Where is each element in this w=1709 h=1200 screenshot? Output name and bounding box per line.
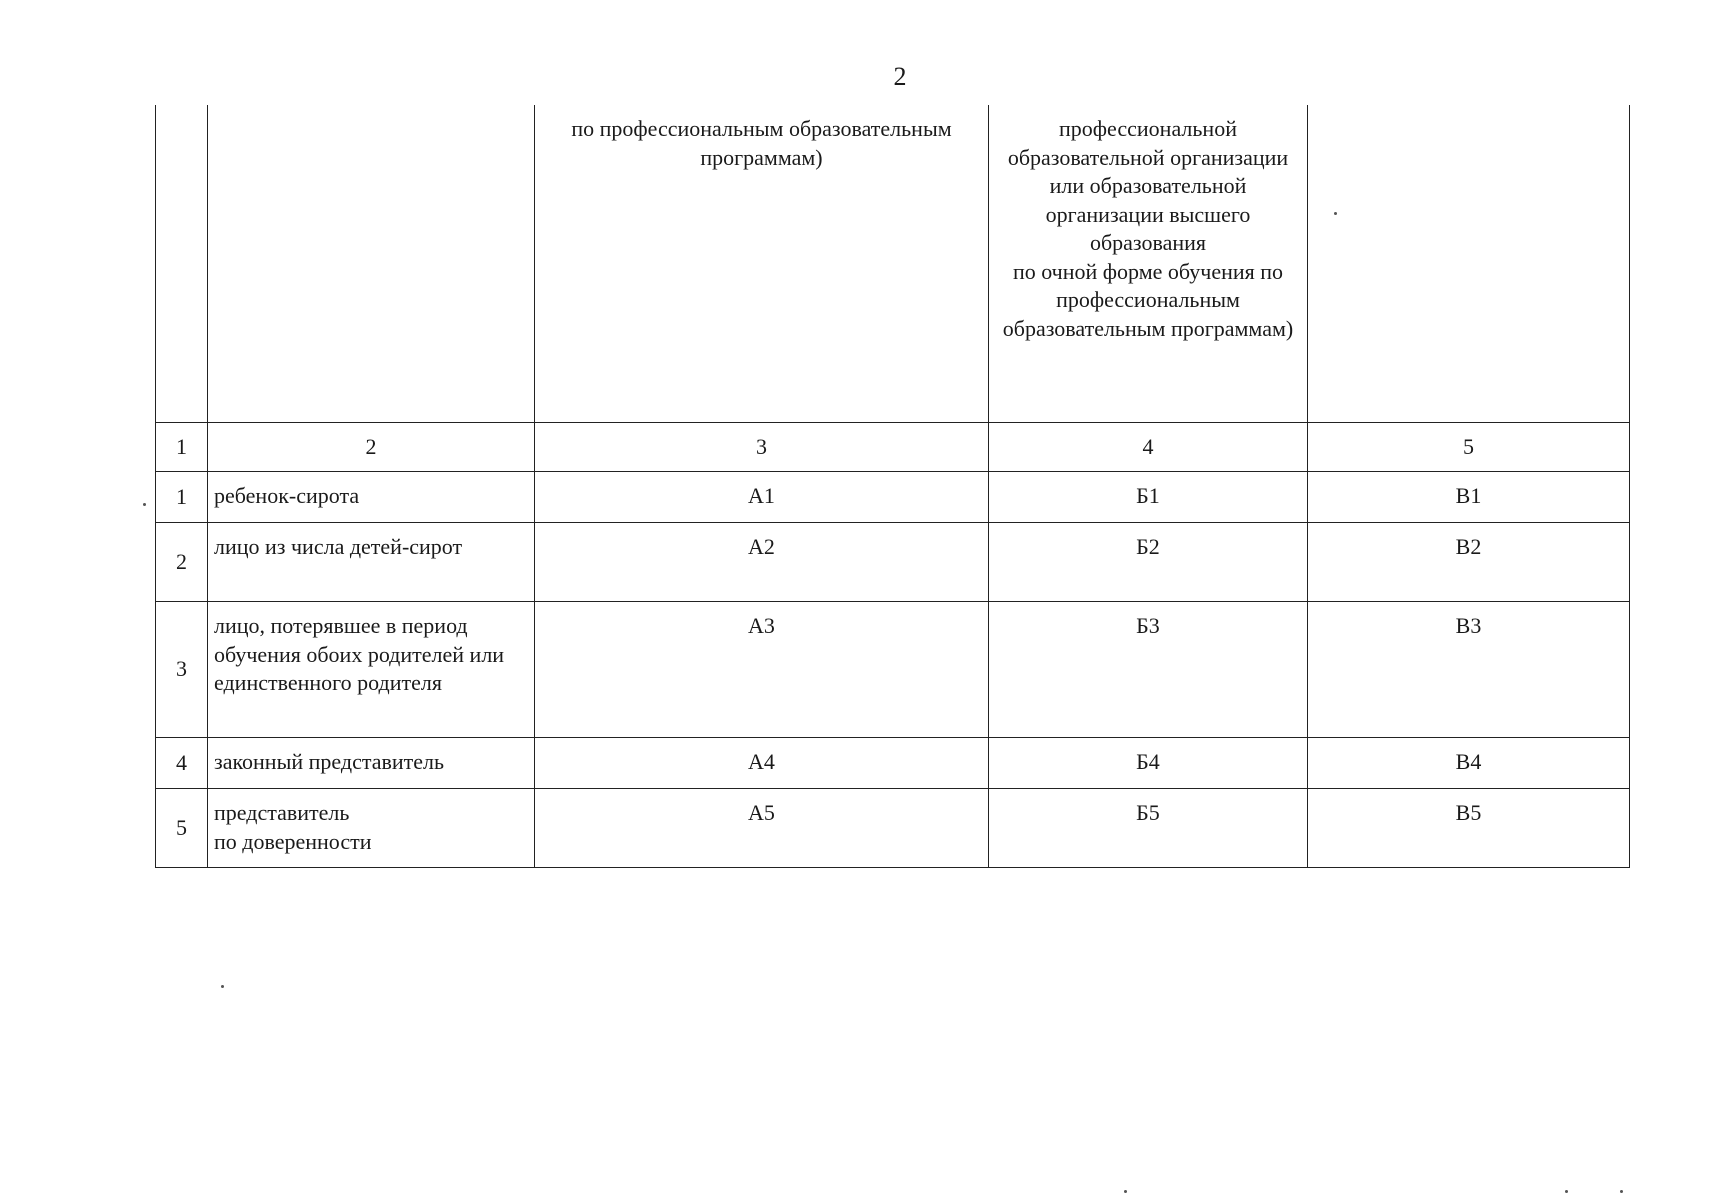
column-number: 5	[1308, 423, 1630, 472]
scan-speck	[143, 503, 146, 506]
header-cell-col5	[1308, 105, 1630, 423]
row-number: 1	[156, 472, 208, 523]
row-number: 4	[156, 738, 208, 789]
row-code-b: Б5	[989, 789, 1308, 868]
row-category: лицо из числа детей-сирот	[208, 523, 535, 602]
row-category: лицо, потерявшее в период обучения обоих родителей или единственного родителя	[208, 602, 535, 738]
row-code-a: А4	[535, 738, 989, 789]
scan-speck	[221, 985, 224, 988]
column-number: 2	[208, 423, 535, 472]
row-code-v: В5	[1308, 789, 1630, 868]
row-number: 2	[156, 523, 208, 602]
column-number: 3	[535, 423, 989, 472]
row-code-a: А2	[535, 523, 989, 602]
row-category: представитель по доверенности	[208, 789, 535, 868]
table-row	[156, 602, 1630, 738]
row-number: 5	[156, 789, 208, 868]
row-code-v: В4	[1308, 738, 1630, 789]
allocation-table	[155, 105, 1630, 868]
row-number: 3	[156, 602, 208, 738]
row-code-v: В1	[1308, 472, 1630, 523]
table-row	[156, 472, 1630, 523]
row-code-v: В3	[1308, 602, 1630, 738]
table-header-continuation-row	[156, 105, 1630, 423]
row-code-b: Б4	[989, 738, 1308, 789]
header-cell-col3	[535, 105, 989, 423]
row-category: ребенок-сирота	[208, 472, 535, 523]
scan-speck	[1565, 1190, 1568, 1193]
row-code-b: Б2	[989, 523, 1308, 602]
column-number: 4	[989, 423, 1308, 472]
row-code-b: Б1	[989, 472, 1308, 523]
row-code-v: В2	[1308, 523, 1630, 602]
scan-speck	[1124, 1190, 1127, 1193]
row-category: законный представитель	[208, 738, 535, 789]
row-code-b: Б3	[989, 602, 1308, 738]
header-cell-col4	[989, 105, 1308, 423]
table-row	[156, 789, 1630, 868]
row-code-a: А1	[535, 472, 989, 523]
scan-speck	[1334, 212, 1337, 215]
header-cell-number	[156, 105, 208, 423]
row-code-a: А3	[535, 602, 989, 738]
table-row	[156, 523, 1630, 602]
column-number-row	[156, 423, 1630, 472]
header-cell-category	[208, 105, 535, 423]
table-row	[156, 738, 1630, 789]
page-number: 2	[893, 62, 907, 91]
column-number: 1	[156, 423, 208, 472]
row-code-a: А5	[535, 789, 989, 868]
header-col3-text: по профессиональным образовательным программам)	[571, 116, 952, 170]
scan-speck	[1620, 1190, 1623, 1193]
header-col4-text: профессиональной образовательной организации или образовательной организации высшего образования по очной форме обучения по профессиональным образовательным программам)	[1002, 116, 1294, 341]
